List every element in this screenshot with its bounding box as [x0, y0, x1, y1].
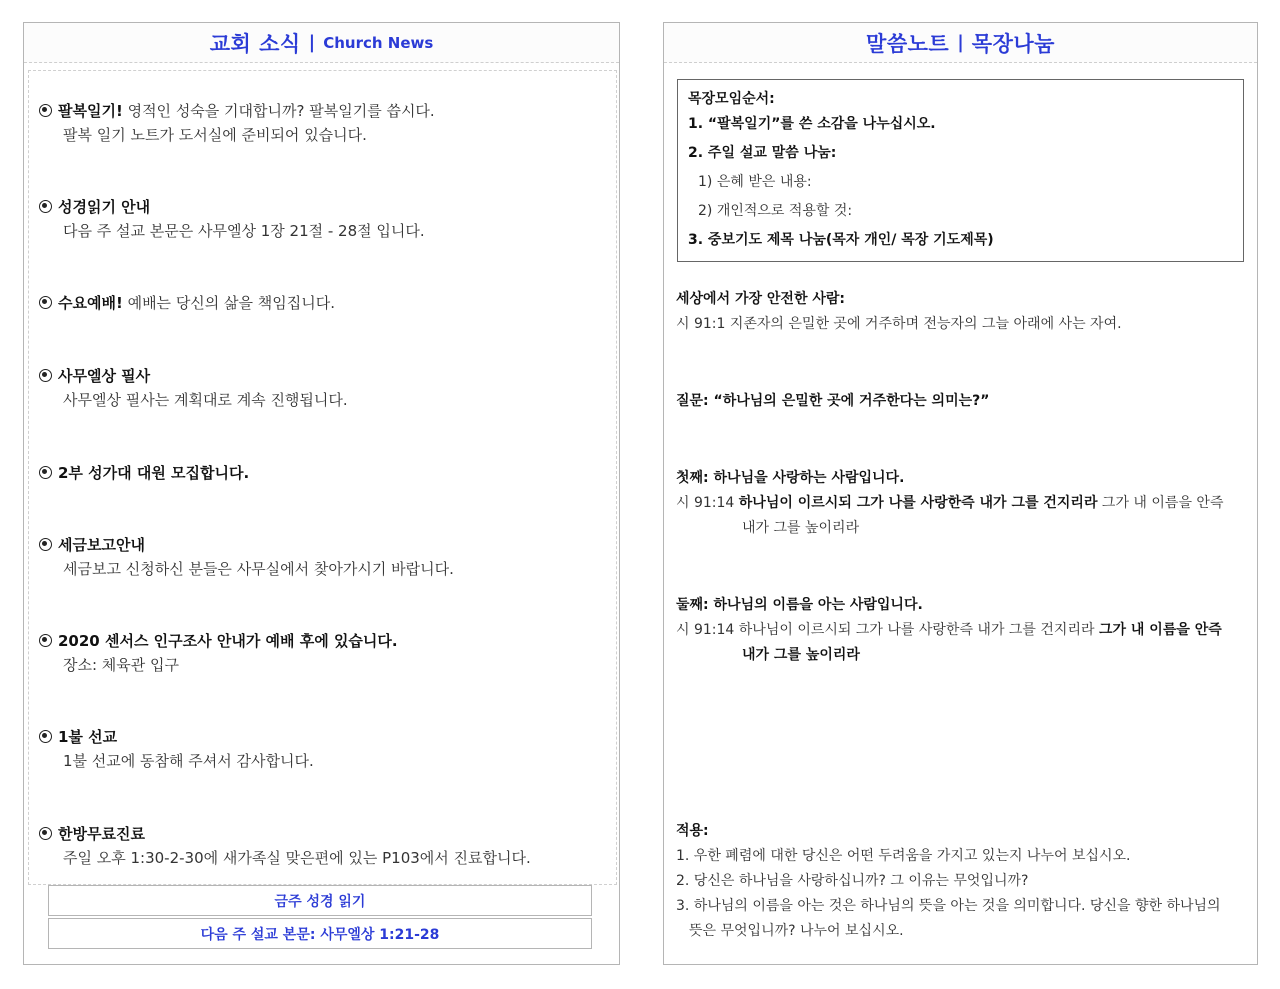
second-point-verse-cont: 내가 그를 높이리라 — [742, 647, 860, 663]
bullet-icon — [39, 538, 52, 551]
news-item-one-dollar-mission — [39, 725, 609, 773]
news-item-text: 영적인 성숙을 기대합니까? 팔복일기를 씁시다. — [122, 102, 435, 120]
sermon-note-header — [664, 23, 1257, 63]
news-item-choir-recruit — [39, 461, 609, 485]
order-step-2-sub-1: 1) 은혜 받은 내용: — [698, 174, 812, 190]
news-item-title: 2부 성가대 대원 모집합니다. — [58, 464, 250, 482]
news-item-body: 장소: 체육관 입구 — [63, 656, 180, 674]
news-item-body: 주일 오후 1:30-2-30에 새가족실 맞은편에 있는 P103에서 진료합니다. — [63, 849, 531, 867]
news-item-text: 예배는 당신의 삶을 책임집니다. — [122, 294, 336, 312]
church-news-title: 교회 소식 — [209, 31, 301, 56]
news-item-body: 1불 선교에 동참해 주셔서 감사합니다. — [63, 752, 314, 770]
bullet-icon — [39, 200, 52, 213]
news-item-body: 팔복 일기 노트가 도서실에 준비되어 있습니다. — [63, 126, 367, 144]
application-section — [676, 819, 1246, 944]
weekly-reading-box: 금주 성경 읽기 — [48, 885, 592, 916]
order-step-2-sub-2: 2) 개인적으로 적용할 것: — [698, 203, 853, 219]
news-item-title: 1불 선교 — [58, 728, 118, 746]
cell-meeting-order-box — [677, 79, 1244, 262]
verse-ref: 시 91:14 — [676, 622, 739, 638]
bullet-icon — [39, 634, 52, 647]
sermon-note-title: 말씀노트 — [866, 31, 950, 56]
bullet-icon — [39, 827, 52, 840]
second-point-heading: 둘째: 하나님의 이름을 아는 사람입니다. — [676, 597, 923, 613]
order-step-1: 1. “팔복일기”를 쓴 소감을 나누십시오. — [688, 116, 936, 132]
verse-emphasis: 하나님이 이르시되 그가 나를 사랑한즉 내가 그를 건지리라 — [738, 495, 1098, 511]
safest-person-heading: 세상에서 가장 안전한 사람: — [676, 291, 845, 307]
verse-emphasis: 그가 내 이름을 안즉 — [1098, 622, 1222, 638]
question-section — [676, 389, 1246, 414]
news-item-beatitude-diary — [39, 99, 609, 147]
news-item-title: 세금보고안내 — [58, 536, 145, 554]
application-3-cont: 뜻은 무엇입니까? 나누어 보십시오. — [689, 923, 904, 939]
order-title: 목장모임순서: — [688, 91, 775, 107]
news-item-body: 사무엘상 필사는 계획대로 계속 진행됩니다. — [63, 391, 348, 409]
bullet-icon — [39, 730, 52, 743]
first-point-verse — [676, 491, 1246, 516]
application-2: 2. 당신은 하나님을 사랑하십니까? 그 이유는 무엇입니까? — [676, 873, 1029, 889]
second-point-section — [676, 593, 1246, 668]
verse-plain: 하나님이 이르시되 그가 나를 사랑한즉 내가 그를 건지리라 — [738, 622, 1099, 638]
order-step-2: 2. 주일 설교 말씀 나눔: — [688, 145, 837, 161]
first-point-heading: 첫째: 하나님을 사랑하는 사람입니다. — [676, 470, 905, 486]
application-heading: 적용: — [676, 823, 709, 839]
news-list — [28, 70, 617, 885]
safest-person-verse: 시 91:1 지존자의 은밀한 곳에 거주하며 전능자의 그늘 아래에 사는 자여. — [676, 316, 1122, 332]
application-3: 3. 하나님의 이름을 아는 것은 하나님의 뜻을 아는 것을 의미합니다. 당신을 향한 하나님의 — [676, 898, 1221, 914]
second-point-verse — [676, 618, 1246, 643]
order-step-3: 3. 중보기도 제목 나눔(목자 개인/ 목장 기도제목) — [688, 232, 994, 248]
application-1: 1. 우한 폐렴에 대한 당신은 어떤 두려움을 가지고 있는지 나누어 보십시오. — [676, 848, 1131, 864]
news-item-wednesday-service — [39, 291, 609, 315]
news-item-title: 한방무료진료 — [58, 825, 145, 843]
bullet-icon — [39, 296, 52, 309]
first-point-section — [676, 466, 1246, 541]
safest-person-section — [676, 287, 1246, 337]
first-point-verse-cont: 내가 그를 높이리라 — [742, 520, 860, 536]
next-sermon-box: 다음 주 설교 본문: 사무엘상 1:21-28 — [48, 918, 592, 949]
church-news-subtitle: Church News — [323, 33, 434, 52]
news-item-title: 2020 센서스 인구조사 안내가 예배 후에 있습니다. — [58, 632, 398, 650]
title-separator: | — [308, 32, 316, 53]
verse-ref: 시 91:14 — [676, 495, 739, 511]
verse-rest: 그가 내 이름을 안즉 — [1097, 495, 1224, 511]
church-news-panel — [23, 22, 620, 965]
question-text: 질문: “하나님의 은밀한 곳에 거주한다는 의미는?” — [676, 393, 990, 409]
news-item-body: 다음 주 설교 본문은 사무엘상 1장 21절 - 28절 입니다. — [63, 222, 425, 240]
news-item-bible-reading — [39, 195, 609, 243]
news-item-census — [39, 629, 609, 677]
news-item-free-clinic — [39, 822, 609, 870]
news-item-title: 수요예배! — [58, 294, 123, 312]
news-item-tax-report — [39, 533, 609, 581]
sermon-note-subtitle: 목장나눔 — [971, 31, 1055, 56]
news-item-title: 성경읽기 안내 — [58, 198, 151, 216]
news-item-title: 사무엘상 필사 — [58, 367, 151, 385]
bullet-icon — [39, 104, 52, 117]
title-separator: | — [957, 32, 964, 53]
sermon-note-panel — [663, 22, 1258, 965]
bullet-icon — [39, 466, 52, 479]
church-news-header — [24, 23, 619, 63]
news-item-samuel-transcription — [39, 364, 609, 412]
news-item-body: 세금보고 신청하신 분들은 사무실에서 찾아가시기 바랍니다. — [63, 560, 454, 578]
bullet-icon — [39, 369, 52, 382]
news-item-title: 팔복일기! — [58, 102, 123, 120]
